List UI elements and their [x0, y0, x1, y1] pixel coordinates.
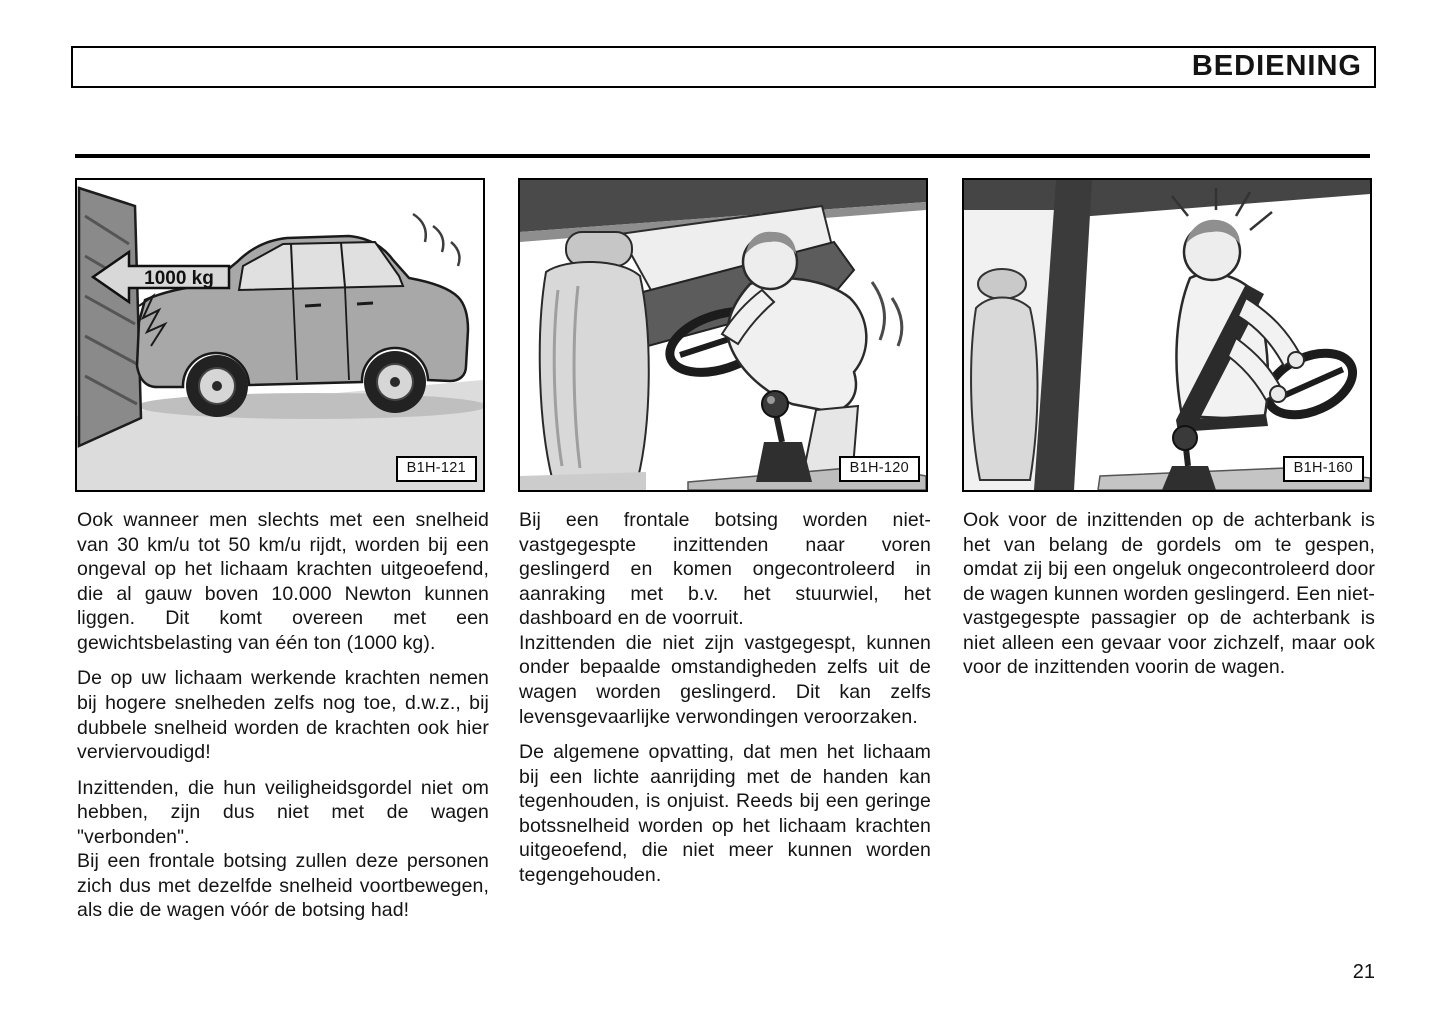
belted-driver-illustration: [964, 180, 1370, 490]
paragraph: Bij een frontale botsing zullen deze personen zich dus met dezelfde snelheid voortbewegen, als die de wagen vóór de botsing had!: [77, 850, 489, 922]
hand: [1288, 352, 1304, 368]
hand: [1270, 386, 1286, 402]
force-arrow-label: 1000 kg: [144, 268, 214, 289]
paragraph: De op uw lichaam werkende krachten nemen bij hogere snelheden zelfs nog toe, d.w.z., bij dubbele snelheid worden de krachten ook hier verviervoudigd!: [77, 667, 489, 764]
page-title: BEDIENING: [1191, 49, 1362, 82]
paragraph: Inzittenden die niet zijn vastgegespt, kunnen onder bepaalde omstandigheden zelfs uit de wagen worden geslingerd. Dit kan zelfs levensgevaarlijke verwondingen veroorzaken.: [519, 631, 931, 728]
crash-into-wall-illustration: [77, 180, 483, 490]
figure-crash-into-wall: [75, 178, 485, 492]
figure-code-badge: B1H-121: [396, 456, 477, 482]
paragraph: Inzittenden, die hun veiligheidsgordel niet om hebben, zijn dus niet met de wagen "verbonden".: [77, 776, 489, 848]
text-column-3: [963, 508, 1375, 691]
figure-code-badge: B1H-160: [1283, 456, 1364, 482]
figure-unbelted-occupant: [518, 178, 928, 492]
figure-code-badge: B1H-120: [839, 456, 920, 482]
text-column-1: [77, 508, 489, 934]
text-column-2: [519, 508, 931, 898]
wall: [79, 188, 141, 446]
unbelted-occupant-illustration: [520, 180, 926, 490]
paragraph: Ook wanneer men slechts met een snelheid van 30 km/u tot 50 km/u rijdt, worden bij een ongeval op het lichaam krachten uitgeoefend, die al gauw boven 10.000 Newton kunnen liggen. Dit komt overeen met een gewichtsbelasting van één ton (1000 kg).: [77, 509, 489, 654]
paragraph: Bij een frontale botsing worden niet-vastgegespte inzittenden naar voren geslingerd en komen ongecontroleerd in aanraking met b.v. het stuurwiel, het dashboard en de voorruit.: [519, 509, 931, 630]
front-wheel: [186, 355, 248, 417]
paragraph: Ook voor de inzittenden op de achterbank is het van belang de gordels om te gespen, omdat zij bij een ongeluk ongecontroleerd door de wagen kunnen worden geslingerd. Een niet-vastgegespte passagier op de achterbank is niet alleen een gevaar voor zichzelf, maar ook voor de inzittenden voorin de wagen.: [963, 509, 1376, 679]
rear-wheel: [364, 351, 426, 413]
divider-rule: [75, 154, 1370, 158]
page-number: 21: [1352, 961, 1375, 983]
figure-belted-driver: [962, 178, 1372, 492]
paragraph: De algemene opvatting, dat men het lichaam bij een lichte aanrijding met de handen kan tegenhouden, is onjuist. Reeds bij een geringe botssnelheid worden op het lichaam krachten uitgeoefend, die niet meer kunnen worden tegengehouden.: [519, 741, 931, 886]
page-header-frame: [71, 46, 1376, 88]
